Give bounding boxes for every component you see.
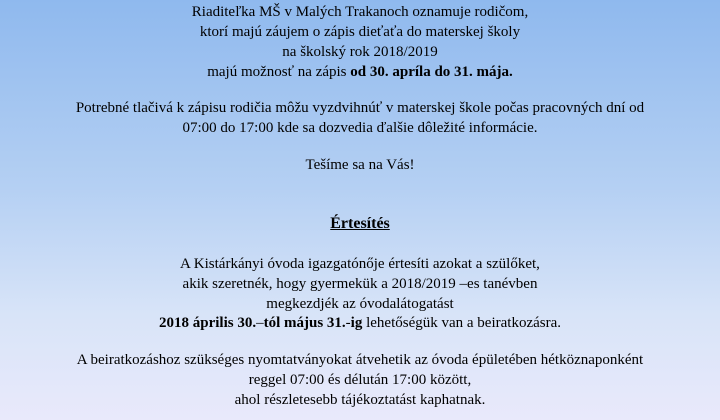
hu-para2-line-3: ahol részletesebb tájékoztatást kaphatnak. xyxy=(234,392,486,408)
hu-dash-2: - xyxy=(345,315,351,331)
hu-line-2: akik szeretnék, hogy gyermekük a 2018/2019 –es tanévben xyxy=(182,276,538,292)
hu-date-end: tól május 31. xyxy=(263,315,346,331)
hu-para2-line-2: reggel 07:00 és délután 17:00 között, xyxy=(248,372,472,388)
sk-line-1: Riaditeľka MŠ v Malých Trakanoch oznamuje rodičom, xyxy=(191,4,529,20)
sk-line-2: ktorí majú záujem o zápis dieťaťa do materskej školy xyxy=(199,24,521,40)
hu-line-1: A Kistárkányi óvoda igazgatónője értesíti azokat a szülőket, xyxy=(180,256,540,272)
hu-line-4-text: lehetőségük van a beiratkozásra. xyxy=(362,315,562,331)
hu-date-start: 2018 április 30. xyxy=(158,315,257,331)
sk-para2-line-1: Potrebné tlačivá k zápisu rodičia môžu vyzdvihnúť v materskej škole počas pracovných dní od xyxy=(75,100,645,116)
sk-line-3: na školský rok 2018/2019 xyxy=(282,44,438,60)
hu-suffix-ig: ig xyxy=(350,315,363,331)
hu-heading: Értesítés xyxy=(330,215,390,232)
hu-line-4 xyxy=(0,313,720,333)
hu-para2-line-1: A beiratkozáshoz szükséges nyomtatványokat átvehetik az óvoda épületében hétköznaponként xyxy=(76,352,644,368)
hu-line-3: megkezdjék az óvodalátogatást xyxy=(266,296,454,312)
sk-line-4-text: majú možnosť na zápis xyxy=(207,64,351,80)
sk-closing: Tešíme sa na Vás! xyxy=(305,157,415,173)
sk-para2-line-2: 07:00 do 17:00 kde sa dozvedia ďalšie dôležité informácie. xyxy=(182,120,538,136)
hu-dash-1: – xyxy=(256,315,264,331)
sk-enrollment-dates: od 30. apríla do 31. mája. xyxy=(350,64,513,80)
sk-line-4 xyxy=(0,62,720,82)
